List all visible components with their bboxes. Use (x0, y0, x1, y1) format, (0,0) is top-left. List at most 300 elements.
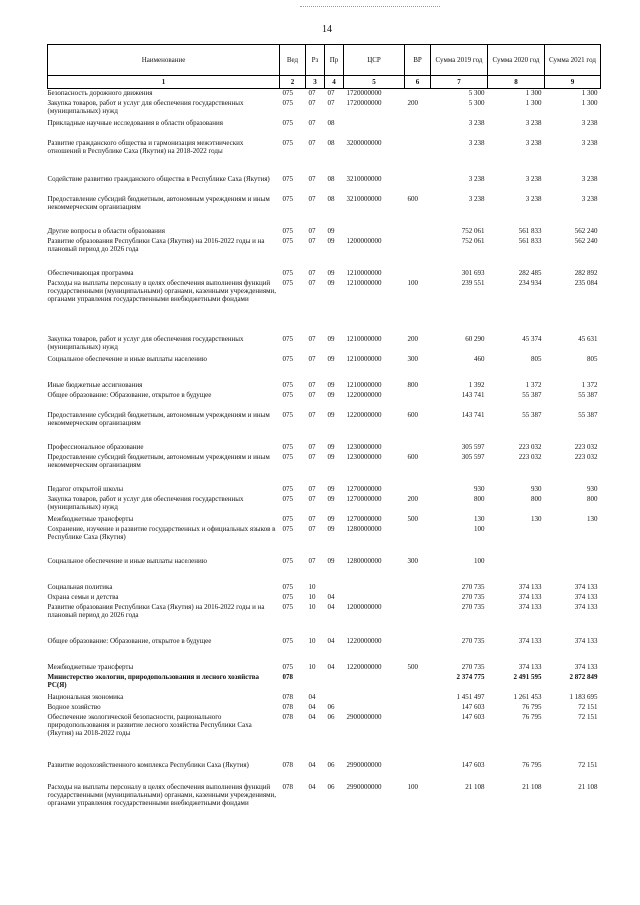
row-vr: 200 (407, 334, 418, 343)
row-ved: 075 (282, 380, 293, 389)
row-pr: 06 (327, 702, 335, 711)
row-sum-2019: 930 (474, 484, 485, 493)
table-body (48, 89, 601, 829)
table-row (48, 89, 601, 99)
row-sum-2020: 1 261 453 (513, 692, 542, 701)
row-sum-2020: 45 374 (522, 334, 542, 343)
row-sum-2021: 3 238 (581, 174, 598, 183)
row-name: Социальное обеспечение и иные выплаты населению (47, 354, 207, 363)
row-ved: 075 (282, 226, 293, 235)
row-rz: 10 (308, 602, 316, 611)
row-sum-2019: 752 061 (461, 226, 485, 235)
row-sum-2021: 374 133 (574, 662, 598, 671)
row-sum-2020: 3 238 (525, 138, 542, 147)
row-ved: 075 (282, 118, 293, 127)
row-sum-2020: 374 133 (518, 602, 542, 611)
row-name: Предоставление субсидий бюджетным, автономным учреждениям и иным некоммерческим организациям (47, 194, 270, 211)
row-rz: 07 (308, 556, 316, 565)
row-csr (344, 693, 405, 703)
row-csr: 1200000000 (346, 602, 382, 611)
row-rz: 07 (308, 494, 316, 503)
column-number: 7 (431, 76, 488, 89)
row-ved: 078 (282, 692, 293, 701)
row-sum-2020: 282 485 (518, 268, 542, 277)
row-vr (405, 485, 431, 495)
column-number: 6 (405, 76, 431, 89)
row-sum-2019: 147 603 (461, 712, 485, 721)
row-rz: 07 (308, 138, 316, 147)
row-sum-2020: 21 108 (522, 782, 542, 791)
row-name: Расходы на выплаты персоналу в целях обеспечения выполнения функций государственными (муниципальными) органами, казенными учреждениями, органами управления государственными внебюджетными фондами (47, 782, 276, 807)
row-name: Иные бюджетные ассигнования (47, 380, 143, 389)
row-pr (325, 693, 344, 703)
table-row (48, 515, 601, 525)
row-sum-2020 (488, 557, 545, 583)
row-csr: 1270000000 (346, 484, 382, 493)
row-name: Межбюджетные трансферты (47, 514, 134, 523)
row-sum-2021: 374 133 (574, 602, 598, 611)
row-sum-2021: 223 032 (574, 452, 598, 461)
row-vr (405, 227, 431, 237)
row-pr: 07 (327, 89, 335, 97)
row-sum-2020: 223 032 (518, 442, 542, 451)
row-pr: 08 (327, 194, 335, 203)
row-vr (405, 637, 431, 663)
row-sum-2020: 223 032 (518, 452, 542, 461)
row-csr: 1210000000 (346, 278, 382, 287)
row-sum-2021: 55 387 (578, 410, 598, 419)
row-rz: 07 (308, 334, 316, 343)
row-vr (405, 593, 431, 603)
row-csr (344, 703, 405, 713)
row-rz: 04 (308, 712, 316, 721)
row-rz: 07 (308, 452, 316, 461)
row-pr: 07 (327, 98, 335, 107)
row-sum-2020: 374 133 (518, 662, 542, 671)
row-rz: 07 (308, 118, 316, 127)
row-rz: 07 (308, 268, 316, 277)
row-pr: 09 (327, 452, 335, 461)
row-csr: 1220000000 (346, 662, 382, 671)
row-name: Расходы на выплаты персоналу в целях обеспечения выполнения функций государственными (муниципальными) органами, казенными учреждениями, органами управления государственными внебюджетными фондами (47, 278, 276, 303)
row-vr (405, 525, 431, 557)
row-ved: 075 (282, 484, 293, 493)
row-vr (405, 443, 431, 453)
row-sum-2020: 1 372 (525, 380, 542, 389)
row-rz: 07 (308, 514, 316, 523)
row-name: Общее образование: Образование, открытое в будущее (47, 636, 212, 645)
row-pr: 09 (327, 514, 335, 523)
row-csr (344, 119, 405, 139)
row-sum-2021: 1 300 (581, 98, 598, 107)
row-sum-2019: 60 290 (465, 334, 485, 343)
table-row (48, 603, 601, 637)
row-csr: 1220000000 (346, 390, 382, 399)
row-name: Обеспечивающая программа (47, 268, 134, 277)
row-ved: 075 (282, 236, 293, 245)
budget-table (47, 44, 601, 829)
row-csr: 1220000000 (346, 410, 382, 419)
row-pr: 08 (327, 118, 335, 127)
row-sum-2019: 100 (474, 556, 485, 565)
row-csr: 3210000000 (346, 194, 382, 203)
row-pr: 09 (327, 354, 335, 363)
row-name: Прикладные научные исследования в области образования (47, 118, 223, 127)
table-row (48, 593, 601, 603)
row-pr: 04 (327, 636, 335, 645)
row-vr (405, 583, 431, 593)
row-csr: 2990000000 (346, 760, 382, 769)
row-name: Общее образование: Образование, открытое в будущее (47, 390, 212, 399)
row-ved: 075 (282, 268, 293, 277)
row-csr (344, 583, 405, 593)
row-rz: 07 (308, 484, 316, 493)
row-name: Профессиональное образование (47, 442, 144, 451)
row-pr: 09 (327, 390, 335, 399)
row-rz: 07 (308, 524, 316, 533)
row-ved: 075 (282, 138, 293, 147)
column-header: Сумма 2021 год (545, 45, 601, 76)
row-vr (405, 237, 431, 269)
row-ved: 075 (282, 89, 293, 97)
row-csr: 1200000000 (346, 236, 382, 245)
row-rz: 07 (308, 226, 316, 235)
row-sum-2019: 270 735 (461, 602, 485, 611)
row-vr (405, 603, 431, 637)
row-pr: 06 (327, 760, 335, 769)
row-pr: 09 (327, 268, 335, 277)
row-pr: 09 (327, 442, 335, 451)
row-sum-2019: 270 735 (461, 582, 485, 591)
column-number: 9 (545, 76, 601, 89)
row-ved: 075 (282, 390, 293, 399)
row-vr (405, 713, 431, 761)
row-ved: 078 (282, 702, 293, 711)
row-name: Развитие водохозяйственного комплекса Республики Саха (Якутия) (47, 760, 249, 769)
row-ved: 075 (282, 602, 293, 611)
row-sum-2020: 1 300 (525, 98, 542, 107)
row-csr: 1270000000 (346, 494, 382, 503)
row-name: Другие вопросы в области образования (47, 226, 166, 235)
row-vr (405, 269, 431, 279)
row-ved: 075 (282, 514, 293, 523)
column-number: 5 (344, 76, 405, 89)
row-pr: 09 (327, 410, 335, 419)
row-rz: 07 (308, 354, 316, 363)
row-name: Межбюджетные трансферты (47, 662, 134, 671)
row-name: Предоставление субсидий бюджетным, автономным учреждениям и иным некоммерческим организациям (47, 410, 270, 427)
row-pr: 09 (327, 334, 335, 343)
row-csr: 1210000000 (346, 268, 382, 277)
row-sum-2020: 3 238 (525, 174, 542, 183)
row-ved: 075 (282, 452, 293, 461)
row-name: Закупка товаров, работ и услуг для обеспечения государственных (муниципальных) нужд (47, 334, 244, 351)
row-rz: 07 (308, 194, 316, 203)
row-rz: 10 (308, 592, 316, 601)
row-vr (405, 119, 431, 139)
row-name: Педагог открытой школы (47, 484, 124, 493)
column-header: Рз (306, 45, 325, 76)
table-row (48, 391, 601, 411)
row-ved: 078 (282, 782, 293, 791)
row-ved: 075 (282, 278, 293, 287)
top-margin-mark (300, 6, 440, 8)
row-vr: 600 (407, 452, 418, 461)
row-pr: 09 (327, 494, 335, 503)
table-row (48, 703, 601, 713)
row-sum-2019: 301 693 (461, 268, 485, 277)
row-sum-2021: 562 240 (574, 236, 598, 245)
table-row (48, 139, 601, 175)
row-name: Сохранение, изучение и развитие государственных и официальных языков в Республике Саха (Якутия) (47, 524, 276, 541)
row-csr: 1720000000 (346, 98, 382, 107)
row-sum-2020: 234 934 (518, 278, 542, 287)
row-pr: 09 (327, 484, 335, 493)
row-pr: 09 (327, 236, 335, 245)
table-row (48, 693, 601, 703)
row-name: Предоставление субсидий бюджетным, автономным учреждениям и иным некоммерческим организациям (47, 452, 270, 469)
row-sum-2020: 561 833 (518, 226, 542, 235)
row-sum-2021: 374 133 (574, 592, 598, 601)
row-csr: 2990000000 (346, 782, 382, 791)
column-number: 2 (280, 76, 306, 89)
row-rz: 04 (308, 702, 316, 711)
row-sum-2020: 374 133 (518, 636, 542, 645)
row-vr: 100 (407, 782, 418, 791)
row-sum-2021: 223 032 (574, 442, 598, 451)
row-sum-2021: 235 084 (574, 278, 598, 287)
row-sum-2021: 55 387 (578, 390, 598, 399)
row-sum-2019: 3 238 (468, 194, 485, 203)
table-row (48, 783, 601, 829)
row-name: Закупка товаров, работ и услуг для обеспечения государственных (муниципальных) нужд (47, 494, 244, 511)
row-rz (306, 673, 325, 693)
row-csr: 1280000000 (346, 556, 382, 565)
row-csr: 1720000000 (346, 89, 382, 97)
row-sum-2019: 147 603 (461, 760, 485, 769)
row-name: Содействие развитию гражданского общества в Республике Саха (Якутия) (47, 174, 270, 183)
row-csr: 1270000000 (346, 514, 382, 523)
row-pr: 08 (327, 174, 335, 183)
row-ved: 075 (282, 524, 293, 533)
row-sum-2021: 72 151 (578, 702, 598, 711)
row-vr: 300 (407, 556, 418, 565)
row-pr: 08 (327, 138, 335, 147)
row-name: Закупка товаров, работ и услуг для обеспечения государственных (муниципальных) нужд (47, 98, 244, 115)
row-ved: 075 (282, 354, 293, 363)
row-vr: 200 (407, 98, 418, 107)
row-csr: 1220000000 (346, 636, 382, 645)
row-sum-2020: 374 133 (518, 592, 542, 601)
row-sum-2019: 143 741 (461, 390, 485, 399)
row-csr: 3210000000 (346, 174, 382, 183)
table-row (48, 761, 601, 783)
row-ved: 075 (282, 556, 293, 565)
table-row (48, 557, 601, 583)
table-row (48, 495, 601, 515)
row-sum-2021: 800 (587, 494, 598, 503)
row-name: Социальная политика (47, 582, 113, 591)
row-sum-2019: 460 (474, 354, 485, 363)
row-sum-2019: 21 108 (465, 782, 485, 791)
row-sum-2021: 282 892 (574, 268, 598, 277)
column-header: ЦСР (344, 45, 405, 76)
row-rz: 07 (308, 410, 316, 419)
row-pr: 09 (327, 278, 335, 287)
table-row (48, 583, 601, 593)
row-sum-2019: 143 741 (461, 410, 485, 419)
row-sum-2020: 930 (531, 484, 542, 493)
row-sum-2021: 72 151 (578, 712, 598, 721)
row-rz: 04 (308, 782, 316, 791)
row-vr: 600 (407, 410, 418, 419)
row-name: Развитие образования Республики Саха (Якутия) на 2016-2022 годы и на плановый период до 2026 года (47, 602, 265, 619)
row-csr: 1210000000 (346, 334, 382, 343)
row-rz: 07 (308, 236, 316, 245)
row-sum-2021 (545, 525, 601, 557)
row-vr: 600 (407, 194, 418, 203)
header-row (48, 45, 601, 76)
row-csr: 1210000000 (346, 380, 382, 389)
page-number: 14 (322, 24, 332, 35)
row-vr (405, 673, 431, 693)
row-sum-2019: 1 392 (468, 380, 485, 389)
row-ved: 075 (282, 636, 293, 645)
row-sum-2021: 21 108 (578, 782, 598, 791)
row-ved: 078 (282, 712, 293, 721)
row-sum-2019: 147 603 (461, 702, 485, 711)
row-sum-2019: 239 551 (461, 278, 485, 287)
row-sum-2019: 305 597 (461, 452, 485, 461)
table-row (48, 227, 601, 237)
row-rz: 07 (308, 98, 316, 107)
row-pr: 04 (327, 592, 335, 601)
table-row (48, 279, 601, 335)
row-vr (405, 391, 431, 411)
row-sum-2021: 3 238 (581, 118, 598, 127)
table-row (48, 335, 601, 355)
row-csr: 1210000000 (346, 354, 382, 363)
table-row (48, 485, 601, 495)
row-sum-2020 (488, 525, 545, 557)
row-vr (405, 693, 431, 703)
row-sum-2020: 805 (531, 354, 542, 363)
row-sum-2021: 1 183 695 (569, 692, 598, 701)
table-row (48, 175, 601, 195)
row-rz: 07 (308, 442, 316, 451)
row-name: Развитие гражданского общества и гармонизация межэтнических отношений в Республике Саха (Якутия) на 2018-2022 годы (47, 138, 244, 155)
row-name: Министерство экологии, природопользования и лесного хозяйства РС(Я) (47, 672, 260, 689)
row-ved: 075 (282, 592, 293, 601)
row-ved: 075 (282, 494, 293, 503)
row-sum-2020: 3 238 (525, 194, 542, 203)
row-pr: 04 (327, 602, 335, 611)
row-vr: 500 (407, 514, 418, 523)
row-sum-2021: 562 240 (574, 226, 598, 235)
row-name: Развитие образования Республики Саха (Якутия) на 2016-2022 годы и на плановый период до 2026 года (47, 236, 265, 253)
row-rz: 07 (308, 89, 316, 97)
row-sum-2019: 130 (474, 514, 485, 523)
row-name: Социальное обеспечение и иные выплаты населению (47, 556, 207, 565)
column-number: 1 (48, 76, 280, 89)
table-row (48, 637, 601, 663)
row-sum-2020: 3 238 (525, 118, 542, 127)
row-csr (344, 593, 405, 603)
row-sum-2019: 3 238 (468, 174, 485, 183)
row-csr: 1230000000 (346, 452, 382, 461)
table-row (48, 381, 601, 391)
row-sum-2019: 3 238 (468, 138, 485, 147)
column-header: Вед (280, 45, 306, 76)
row-sum-2019: 270 735 (461, 592, 485, 601)
row-sum-2020: 55 387 (522, 390, 542, 399)
row-ved: 075 (282, 582, 293, 591)
column-header: Наименование (48, 45, 280, 76)
row-pr (325, 673, 344, 693)
row-sum-2021: 72 151 (578, 760, 598, 769)
row-vr (405, 139, 431, 175)
row-csr (344, 227, 405, 237)
row-rz: 10 (308, 662, 316, 671)
row-pr: 06 (327, 712, 335, 721)
column-number: 3 (306, 76, 325, 89)
row-sum-2021: 930 (587, 484, 598, 493)
row-sum-2021 (545, 557, 601, 583)
column-header: Сумма 2019 год (431, 45, 488, 76)
row-sum-2019: 1 451 497 (456, 692, 485, 701)
row-vr (405, 89, 431, 99)
row-pr: 04 (327, 662, 335, 671)
table-row (48, 269, 601, 279)
row-pr (325, 583, 344, 593)
row-name: Национальная экономика (47, 692, 124, 701)
row-ved: 075 (282, 174, 293, 183)
row-sum-2020: 800 (531, 494, 542, 503)
row-rz: 04 (308, 692, 316, 701)
row-sum-2021: 374 133 (574, 582, 598, 591)
table-row (48, 443, 601, 453)
row-rz: 04 (308, 760, 316, 769)
row-vr (405, 175, 431, 195)
table-row (48, 119, 601, 139)
row-vr: 200 (407, 494, 418, 503)
column-number: 4 (325, 76, 344, 89)
row-rz: 07 (308, 390, 316, 399)
row-vr: 100 (407, 278, 418, 287)
table-row (48, 99, 601, 119)
row-ved: 075 (282, 194, 293, 203)
row-ved: 075 (282, 334, 293, 343)
table-row (48, 713, 601, 761)
row-sum-2019: 800 (474, 494, 485, 503)
row-rz: 07 (308, 278, 316, 287)
table-row (48, 663, 601, 673)
table-row (48, 673, 601, 693)
table-row (48, 411, 601, 443)
row-csr: 1230000000 (346, 442, 382, 451)
row-rz: 10 (308, 582, 316, 591)
column-number: 8 (488, 76, 545, 89)
row-sum-2020: 561 833 (518, 236, 542, 245)
row-csr: 1280000000 (346, 524, 382, 533)
row-vr: 800 (407, 380, 418, 389)
row-sum-2019: 3 238 (468, 118, 485, 127)
row-sum-2020: 76 795 (522, 760, 542, 769)
row-sum-2019: 5 300 (468, 98, 485, 107)
row-sum-2020: 55 387 (522, 410, 542, 419)
column-header: Пр (325, 45, 344, 76)
row-sum-2021: 45 631 (578, 334, 598, 343)
